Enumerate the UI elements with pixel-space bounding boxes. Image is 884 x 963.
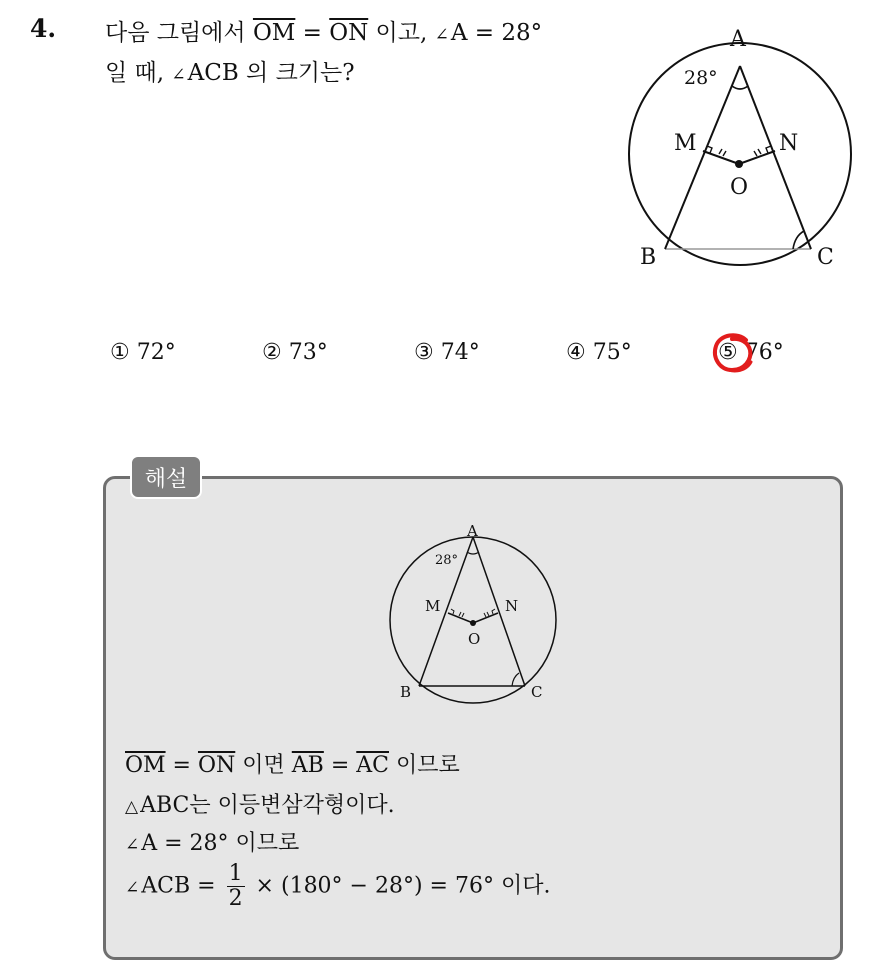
segment-on-line bbox=[473, 613, 498, 623]
label-angle: 28° bbox=[684, 67, 718, 89]
solution-text: 이면 bbox=[235, 753, 292, 778]
angle-arc-c bbox=[512, 673, 519, 686]
solution-line-4 bbox=[125, 862, 550, 911]
solution-text: 이므로 bbox=[389, 753, 460, 778]
segment-on-line bbox=[739, 151, 775, 164]
question-figure bbox=[618, 24, 868, 274]
solution-text: ABC는 이등변삼각형이다. bbox=[140, 793, 395, 818]
center-point bbox=[735, 160, 743, 168]
question-number: 4. bbox=[30, 14, 57, 43]
angle-value: A = 28° bbox=[450, 20, 543, 46]
tick-mark bbox=[462, 613, 464, 617]
equals-sign: = bbox=[295, 20, 330, 46]
question-mid: 이고, bbox=[368, 20, 435, 46]
label-c: C bbox=[531, 683, 543, 701]
angle-arc-a bbox=[732, 86, 748, 89]
solution-line-2 bbox=[125, 788, 395, 819]
choice-5[interactable] bbox=[718, 340, 784, 365]
equals-sign: = bbox=[323, 753, 357, 778]
choice-1[interactable] bbox=[110, 340, 176, 365]
segment-om: $\overline{OM}$ bbox=[125, 753, 166, 778]
angle-symbol: ∠ bbox=[125, 835, 140, 855]
chord-ab bbox=[665, 66, 740, 249]
solution-line-3 bbox=[125, 826, 299, 857]
tick-mark bbox=[754, 151, 757, 156]
tick-mark bbox=[484, 613, 486, 617]
choice-value: 76° bbox=[744, 340, 784, 365]
segment-on: $\overline{ON}$ bbox=[197, 753, 236, 778]
segment-om-line bbox=[703, 151, 739, 164]
choice-4[interactable] bbox=[566, 340, 632, 365]
choice-value: 72° bbox=[136, 340, 176, 365]
choice-value: 75° bbox=[592, 340, 632, 365]
solution-figure bbox=[385, 520, 565, 710]
label-o: O bbox=[468, 630, 481, 648]
right-angle-mark bbox=[492, 609, 495, 614]
label-n: N bbox=[779, 131, 799, 156]
tick-mark bbox=[459, 612, 461, 616]
question-text-line1 bbox=[105, 14, 542, 47]
label-angle: 28° bbox=[435, 553, 459, 568]
segment-ab: $\overline{AB}$ bbox=[291, 753, 324, 778]
tick-mark bbox=[758, 149, 761, 154]
solution-text: A = 28° 이므로 bbox=[141, 831, 300, 856]
segment-om: $\overline{OM}$ bbox=[252, 20, 296, 46]
label-m: M bbox=[674, 131, 697, 156]
question-line2-suffix: ACB 의 크기는? bbox=[187, 60, 355, 86]
solution-line-1 bbox=[125, 748, 460, 779]
center-point bbox=[470, 620, 476, 626]
choice-number: ① bbox=[110, 340, 130, 365]
label-b: B bbox=[640, 245, 657, 270]
chord-ac bbox=[740, 66, 811, 249]
angle-symbol: ∠ bbox=[434, 25, 449, 45]
tick-mark bbox=[487, 612, 489, 616]
choice-3[interactable] bbox=[414, 340, 480, 365]
tick-mark bbox=[719, 149, 722, 154]
angle-symbol: ∠ bbox=[125, 877, 140, 898]
solution-tag: 해설 bbox=[130, 455, 202, 499]
right-angle-mark bbox=[451, 609, 454, 614]
segment-om-line bbox=[448, 613, 473, 623]
equals-sign: = bbox=[165, 753, 198, 778]
label-b: B bbox=[400, 683, 412, 701]
choice-value: 74° bbox=[440, 340, 480, 365]
question-line2-prefix: 일 때, bbox=[105, 60, 172, 86]
label-o: O bbox=[730, 175, 749, 200]
fraction-denominator: 2 bbox=[228, 886, 243, 911]
segment-ac: $\overline{AC}$ bbox=[356, 753, 389, 778]
label-c: C bbox=[817, 245, 834, 270]
question-prefix: 다음 그림에서 bbox=[105, 20, 253, 46]
choice-number: ④ bbox=[566, 340, 586, 365]
choice-number: ③ bbox=[414, 340, 434, 365]
solution-text: ACB = bbox=[141, 873, 223, 899]
angle-symbol: ∠ bbox=[171, 65, 186, 85]
triangle-symbol: △ bbox=[125, 797, 139, 817]
tick-mark bbox=[723, 151, 726, 156]
choice-value: 73° bbox=[288, 340, 328, 365]
fraction bbox=[227, 862, 245, 911]
fraction-numerator: 1 bbox=[228, 861, 243, 886]
choice-list bbox=[110, 340, 830, 380]
question-text-line2 bbox=[105, 54, 355, 87]
label-n: N bbox=[505, 597, 519, 615]
segment-on: $\overline{ON}$ bbox=[329, 20, 369, 46]
choice-2[interactable] bbox=[262, 340, 328, 365]
solution-text: × (180° − 28°) = 76° 이다. bbox=[248, 873, 551, 899]
label-a: A bbox=[730, 27, 746, 52]
circle bbox=[629, 43, 851, 265]
choice-number: ⑤ bbox=[718, 340, 738, 365]
label-m: M bbox=[425, 597, 441, 615]
choice-number: ② bbox=[262, 340, 282, 365]
angle-arc-a bbox=[467, 552, 479, 554]
label-a: A bbox=[467, 522, 478, 540]
